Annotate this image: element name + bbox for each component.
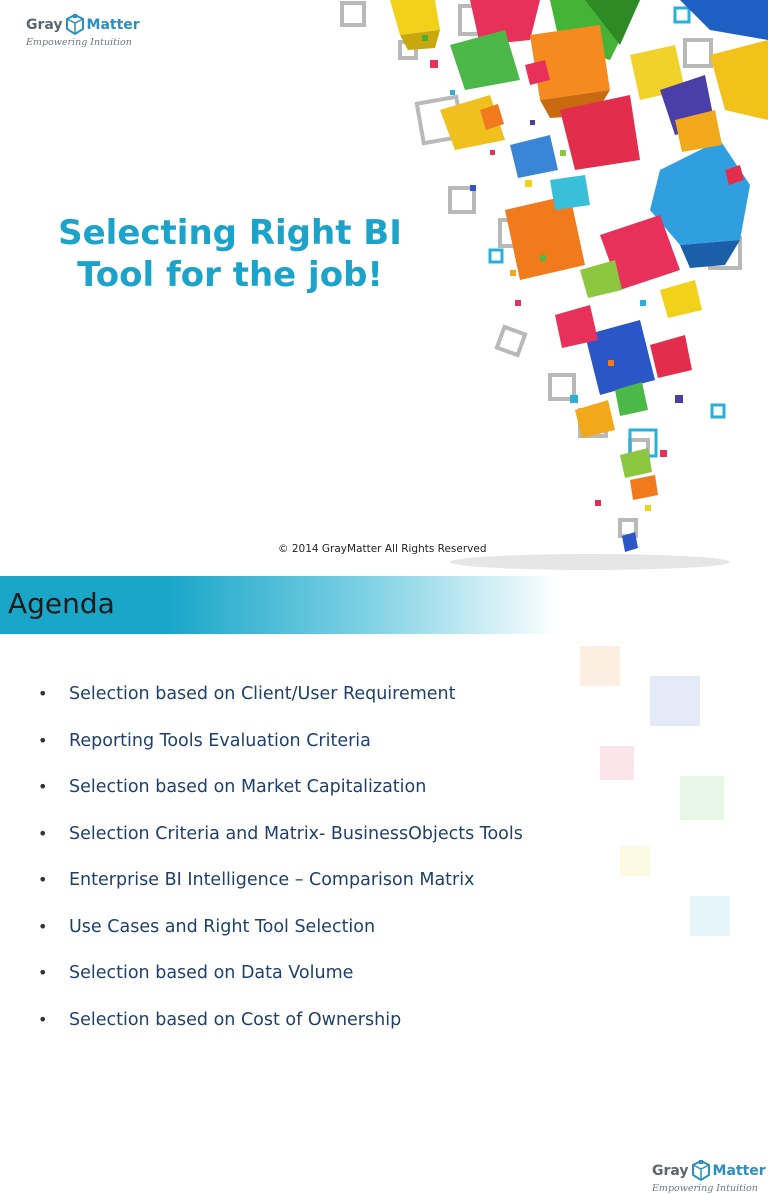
logo-word-matter: Matter bbox=[86, 17, 140, 33]
title-slide bbox=[0, 0, 768, 576]
agenda-item-text: Selection based on Cost of Ownership bbox=[69, 1009, 402, 1030]
title-line-2: Tool for the job! bbox=[77, 255, 383, 295]
agenda-header-bar bbox=[0, 576, 560, 634]
agenda-item-text: Selection based on Client/User Requirement bbox=[69, 684, 456, 704]
slide-title bbox=[20, 212, 440, 296]
graymatter-logo bbox=[652, 1160, 766, 1194]
bullet-icon: • bbox=[38, 730, 48, 750]
logo-word-matter: Matter bbox=[712, 1163, 766, 1179]
agenda-item-text: Selection Criteria and Matrix- BusinessObjects Tools bbox=[69, 823, 523, 844]
bullet-icon: • bbox=[38, 1009, 48, 1029]
agenda-item-text: Selection based on Data Volume bbox=[69, 963, 354, 983]
graymatter-logo bbox=[26, 14, 140, 48]
bullet-icon: • bbox=[38, 777, 48, 796]
bullet-icon: • bbox=[38, 823, 48, 843]
bullet-icon: • bbox=[38, 870, 48, 889]
copyright-notice: © 2014 GrayMatter All Rights Reserved bbox=[278, 543, 487, 555]
logo-word-gray: Gray bbox=[652, 1163, 689, 1179]
agenda-heading: Agenda bbox=[8, 587, 115, 620]
agenda-slide bbox=[0, 576, 768, 1194]
bullet-icon: • bbox=[38, 684, 48, 703]
logo-tagline: Empowering Intuition bbox=[26, 37, 132, 48]
agenda-item-text: Use Cases and Right Tool Selection bbox=[69, 916, 376, 937]
logo-cube-icon bbox=[65, 14, 85, 36]
agenda-item-text: Reporting Tools Evaluation Criteria bbox=[69, 730, 371, 751]
logo-tagline: Empowering Intuition bbox=[652, 1183, 758, 1194]
title-line-1: Selecting Right BI bbox=[58, 213, 402, 253]
bullet-icon: • bbox=[38, 963, 48, 982]
faint-cubes-background bbox=[560, 636, 768, 1024]
bullet-icon: • bbox=[38, 916, 48, 936]
agenda-item-text: Enterprise BI Intelligence – Comparison Matrix bbox=[69, 870, 475, 890]
logo-cube-icon bbox=[691, 1160, 711, 1182]
agenda-item-text: Selection based on Market Capitalization bbox=[69, 777, 427, 797]
logo-word-gray: Gray bbox=[26, 17, 63, 33]
